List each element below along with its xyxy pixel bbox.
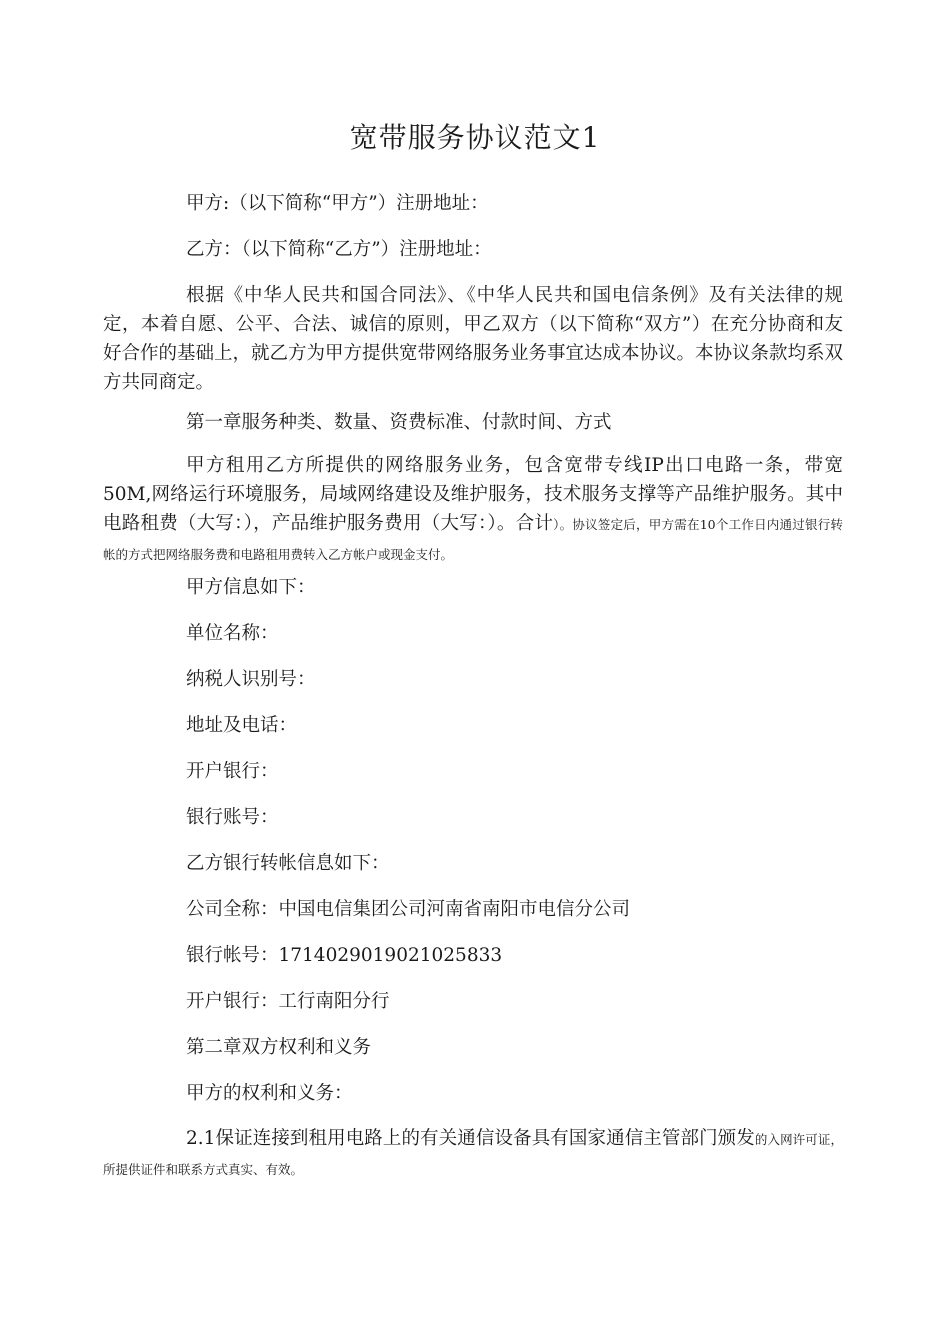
account-a-field: 银行账号： [186, 807, 279, 828]
intro-paragraph: 根据《中华人民共和国合同法》、《中华人民共和国电信条例》及有关法律的规定，本着自愿、公平、合法、诚信的原则，甲乙双方（以下简称“双方”）在充分协商和友好合作的基础上，就乙方为甲方提供宽带网络服务业务事宜达成本协议。本协议条款均系双方共同商定。 [103, 285, 844, 393]
clause-2-1-small: 的入网许可证，所提供证件和联系方式真实、有效。 [103, 1132, 843, 1177]
party-a-info-heading: 甲方信息如下： [186, 577, 316, 598]
clause-2-1 [103, 1124, 843, 1184]
service-paragraph-small: ）。协议签定后，甲方需在10个工作日内通过银行转帐的方式把网络服务费和电路租用费转入乙方帐户或现金支付。 [103, 517, 843, 562]
address-phone-field: 地址及电话： [186, 715, 298, 736]
party-a-line: 甲方:（以下简称“甲方”）注册地址： [186, 193, 489, 214]
bank-b-field: 开户银行：工行南阳分行 [186, 991, 390, 1012]
party-a-rights-heading: 甲方的权利和义务： [186, 1083, 353, 1104]
service-paragraph-main: 甲方租用乙方所提供的网络服务业务，包含宽带专线IP出口电路一条，带宽50M,网络运行环境服务，局域网络建设及维护服务，技术服务支撑等产品维护服务。其中电路租费（大写：），产品维护服务费用（大写：）。合计 [103, 455, 843, 534]
account-b-field: 银行帐号：1714029019021025833 [186, 945, 503, 966]
chapter-2-heading: 第二章双方权利和义务 [186, 1037, 372, 1058]
bank-a-field: 开户银行： [186, 761, 279, 782]
document-title: 宽带服务协议范文1 [349, 121, 601, 154]
taxpayer-id-field: 纳税人识别号： [186, 669, 316, 690]
unit-name-field: 单位名称： [186, 623, 279, 644]
company-name-field: 公司全称：中国电信集团公司河南省南阳市电信分公司 [186, 899, 631, 920]
chapter-1-heading: 第一章服务种类、数量、资费标准、付款时间、方式 [186, 412, 612, 433]
clause-2-1-main: 2.1保证连接到租用电路上的有关通信设备具有国家通信主管部门颁发 [186, 1128, 755, 1149]
service-paragraph [103, 451, 843, 569]
party-b-info-heading: 乙方银行转帐信息如下： [186, 853, 390, 874]
party-b-line: 乙方：（以下简称“乙方”）注册地址： [186, 239, 492, 260]
